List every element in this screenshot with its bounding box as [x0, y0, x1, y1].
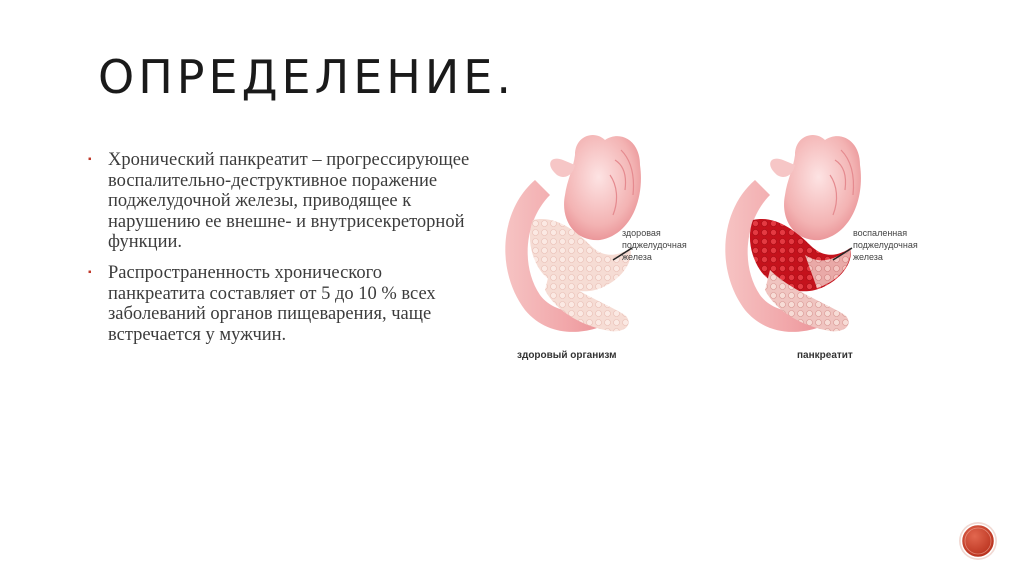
bullet-item: [88, 263, 473, 345]
healthy-caption: здоровый организм: [517, 350, 617, 361]
healthy-label-line: здоровая: [622, 228, 661, 238]
bullet-text: Распространенность хронического панкреатита составляет от 5 до 10 % всех заболеваний органов пищеварения, чаще встречается у мужчин.: [108, 262, 436, 345]
circle-next-icon: [958, 521, 998, 561]
bullet-marker-icon: ▪: [88, 154, 92, 165]
bullet-text: Хронический панкреатит – прогрессирующее воспалительно-деструктивное поражение поджелудочной железы, приводящее к нарушению ее внешне- и внутрисекреторной функции.: [108, 150, 470, 253]
healthy-label-line: поджелудочная: [622, 240, 687, 250]
inflamed-organ-drawing: [725, 135, 861, 332]
bullet-marker-icon: ▪: [88, 266, 92, 278]
inflamed-label-line: железа: [853, 252, 883, 262]
healthy-organ-drawing: [505, 135, 641, 332]
inflamed-caption: панкреатит: [797, 350, 853, 361]
inflamed-label-line: воспаленная: [853, 228, 908, 238]
bullet-list: [88, 150, 473, 355]
bullet-item: [88, 150, 473, 253]
healthy-label-line: железа: [622, 252, 652, 262]
pancreas-comparison-image: [495, 120, 955, 380]
pancreas-illustration: [495, 120, 955, 380]
slide-title: ОПРЕДЕЛЕНИЕ.: [98, 50, 515, 104]
inflamed-label-line: поджелудочная: [853, 240, 918, 250]
next-slide-button[interactable]: [958, 521, 998, 561]
